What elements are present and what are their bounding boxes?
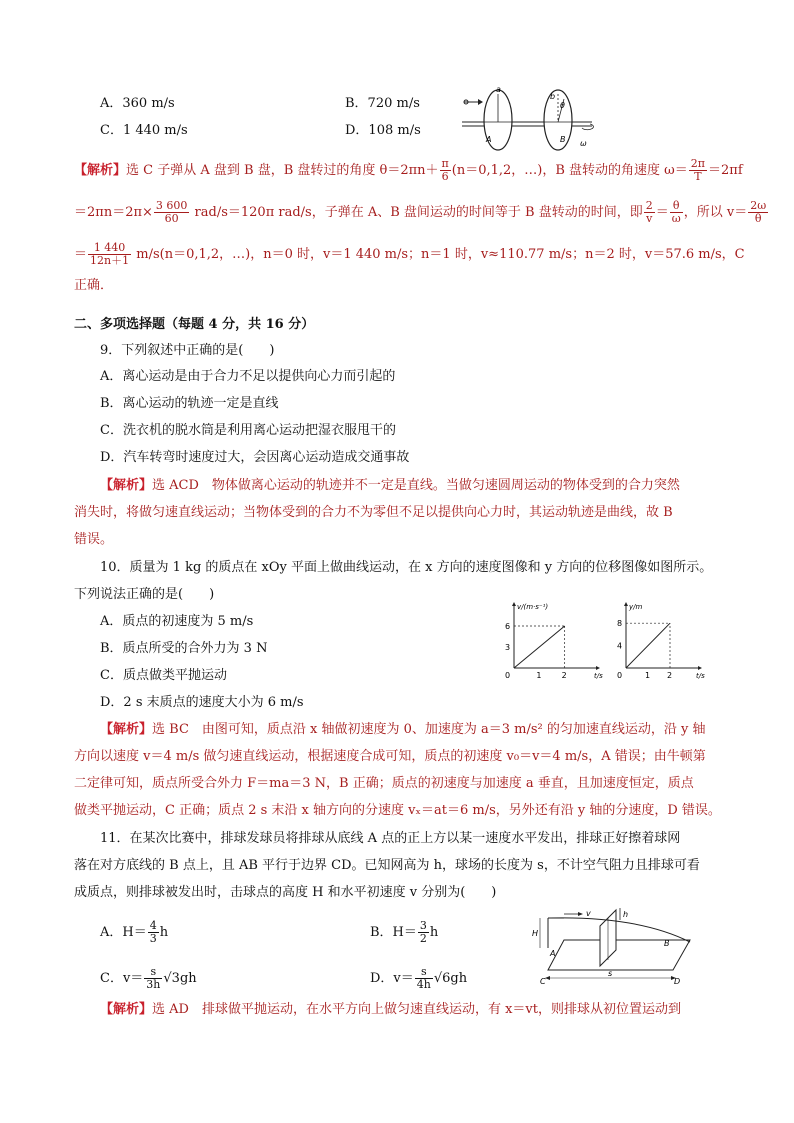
q11-option-b: B．H＝ $\frac{3}{2}$ h	[370, 919, 439, 945]
q8-analysis-text2: (n＝0,1,2，…)，B 盘转动的角速度 ω＝	[451, 163, 688, 178]
q8-option-d: D．108 m/s	[345, 123, 421, 138]
q9-stem: 9．下列叙述中正确的是( )	[100, 343, 275, 358]
q8-frac-pi6: $\frac{\pi}{6}$	[441, 157, 449, 183]
x-axis-arrow	[698, 666, 702, 670]
q8-disc-figure	[462, 84, 602, 154]
q10-analysis-line2: 方向以速度 v＝4 m/s 做匀速直线运动，根据速度合成可知，质点的初速度 v₀＝v＝4 m/s，A 错误；由牛顿第	[74, 749, 706, 764]
q11-label-A: A	[550, 949, 556, 958]
q8-label-b: b	[550, 92, 556, 101]
x-axis-label: t/s	[594, 672, 603, 680]
q8-option-a: A．360 m/s	[100, 96, 175, 111]
x-tick-label: 1	[536, 671, 542, 680]
q9-analysis-line1: 【解析】选 ACD 物体做离心运动的轨迹并不一定是直线。当做匀速圆周运动的物体受到的合力突然	[100, 478, 680, 493]
q8-label-A: A	[486, 135, 492, 144]
q11-stem-line1: 11．在某次比赛中，排球发球员将排球从底线 A 点的正上方以某一速度水平发出，排球正好擦着球网	[100, 831, 681, 846]
y-tick-label: 3	[505, 643, 511, 652]
y-axis-label: y/m	[629, 603, 643, 611]
y-tick-label: 8	[617, 619, 623, 629]
q11-label-H: H	[532, 929, 539, 938]
q10-option-c: C．质点做类平抛运动	[100, 668, 227, 683]
q9-option-a: A．离心运动是由于合力不足以提供向心力而引起的	[100, 369, 396, 384]
q11-label-h: h	[623, 910, 629, 919]
q9-option-c: C．洗衣机的脱水筒是利用离心运动把湿衣服甩干的	[100, 423, 396, 438]
q8-label-B: B	[560, 135, 566, 144]
q11-court-figure	[528, 904, 698, 988]
q10-option-a: A．质点的初速度为 5 m/s	[100, 614, 254, 629]
q10-analysis-line4: 做类平抛运动，C 正确；质点 2 s 末沿 x 轴方向的分速度 vₓ＝at＝6 m/s，另外还有沿 y 轴的分速度，D 错误。	[74, 803, 721, 818]
q8-frac-2v: $\frac{2}{v}$	[645, 199, 653, 225]
q10-stem-line2: 下列说法正确的是( )	[74, 587, 215, 602]
q9-option-b: B．离心运动的轨迹一定是直线	[100, 396, 279, 411]
q8-analysis-tag: 【解析】	[74, 163, 127, 178]
x-tick-label: 0	[505, 671, 511, 680]
q8-option-b: B．720 m/s	[345, 96, 420, 111]
q8-label-a: a	[496, 85, 501, 94]
section-title: 二、多项选择题（每题 4 分，共 16 分）	[74, 317, 315, 332]
q10-analysis-line1: 【解析】选 BC 由图可知，质点沿 x 轴做初速度为 0、加速度为 a＝3 m/s² 的匀加速直线运动，沿 y 轴	[100, 722, 706, 737]
q8-label-theta: θ	[560, 101, 565, 110]
y-axis-arrow	[512, 602, 516, 606]
q9-option-d: D．汽车转弯时速度过大，会因离心运动造成交通事故	[100, 450, 410, 465]
y-tick-label: 4	[617, 641, 623, 651]
q11-label-D: D	[674, 977, 681, 986]
q8-label-omega: ω	[580, 139, 587, 148]
q10-option-d: D．2 s 末质点的速度大小为 6 m/s	[100, 695, 304, 710]
q11-analysis-line1: 【解析】选 AD 排球做平抛运动，在水平方向上做匀速直线运动，有 x＝vt，则排球从初位置运动到	[100, 1002, 681, 1017]
x-axis-arrow	[596, 666, 600, 670]
q11-option-c: C．v＝ $\frac{s}{3h}$ √3gh	[100, 965, 197, 991]
q8-frac-2omega-theta: $\frac{2\omega}{\theta}$	[750, 199, 767, 225]
series-line	[514, 626, 565, 668]
q8-analysis-line2: ＝2πn＝2π× $\frac{3 600}{60}$ rad/s＝120π rad/s，子弹在 A、B 盘间运动的时间等于 B 盘转动的时间，即 $\frac{2}{v}$ ＝ $\frac{\theta}{\omega}$ ，所以 v＝ $\frac{2\omega}{\theta}$	[74, 199, 767, 225]
q8-frac-theta-omega: $\frac{\theta}{\omega}$	[671, 199, 681, 225]
q11-label-B: B	[664, 939, 670, 948]
q10-displacement-chart	[612, 600, 712, 680]
q8-option-c: C．1 440 m/s	[100, 123, 188, 138]
q11-label-C: C	[540, 977, 546, 986]
q8-frac-2piT: $\frac{2\pi}{T}$	[690, 157, 706, 183]
q11-label-s: s	[608, 969, 613, 978]
q8-analysis-line3: ＝ $\frac{1 440}{12n+1}$ m/s(n＝0,1,2，…)，n＝0 时，v＝1 440 m/s；n＝1 时，v≈110.77 m/s；n＝2 时，v＝57.6 m/s，C	[74, 241, 745, 267]
q8-frac-3600: $\frac{3 600}{60}$	[155, 199, 188, 225]
x-tick-label: 0	[617, 671, 623, 680]
x-tick-label: 2	[561, 671, 567, 680]
q11-option-a: A．H＝ $\frac{4}{3}$ h	[100, 919, 169, 945]
q9-analysis-line2: 消失时，将做匀速直线运动；当物体受到的合力不为零但不足以提供向心力时，其运动轨迹是曲线，故 B	[74, 505, 673, 520]
q8-frac-1440: $\frac{1 440}{12n+1}$	[90, 241, 130, 267]
q8-analysis-text1: 选 C 子弹从 A 盘到 B 盘，B 盘转过的角度 θ＝2πn＋	[126, 163, 439, 178]
q10-analysis-line3: 二定律可知，质点所受合外力 F＝ma＝3 N，B 正确；质点的初速度与加速度 a 垂直，且加速度恒定，质点	[74, 776, 694, 791]
q8-analysis-line4: 正确．	[74, 278, 114, 293]
x-tick-label: 1	[645, 671, 651, 680]
q10-option-b: B．质点所受的合外力为 3 N	[100, 641, 268, 656]
x-tick-label: 2	[667, 671, 673, 680]
q10-velocity-chart	[500, 600, 610, 680]
q9-analysis-line3: 错误。	[74, 532, 114, 547]
series-line	[626, 623, 670, 668]
x-axis-label: t/s	[696, 672, 705, 680]
y-axis-arrow	[624, 602, 628, 606]
q8-analysis-line1	[74, 158, 743, 183]
q11-label-v: v	[586, 909, 591, 918]
q8-analysis-text3: ＝2πf	[708, 163, 743, 178]
y-axis-label: v/(m·s⁻¹)	[517, 603, 549, 611]
q11-option-d: D．v＝ $\frac{s}{4h}$ √6gh	[370, 965, 468, 991]
y-tick-label: 6	[505, 622, 511, 631]
q11-stem-line3: 成质点，则排球被发出时，击球点的高度 H 和水平初速度 v 分别为( )	[74, 885, 497, 900]
q10-stem-line1: 10．质量为 1 kg 的质点在 xOy 平面上做曲线运动，在 x 方向的速度图像和 y 方向的位移图像如图所示。	[100, 560, 713, 575]
q11-stem-line2: 落在对方底线的 B 点上，且 AB 平行于边界 CD。已知网高为 h，球场的长度为 s，不计空气阻力且排球可看	[74, 858, 700, 873]
